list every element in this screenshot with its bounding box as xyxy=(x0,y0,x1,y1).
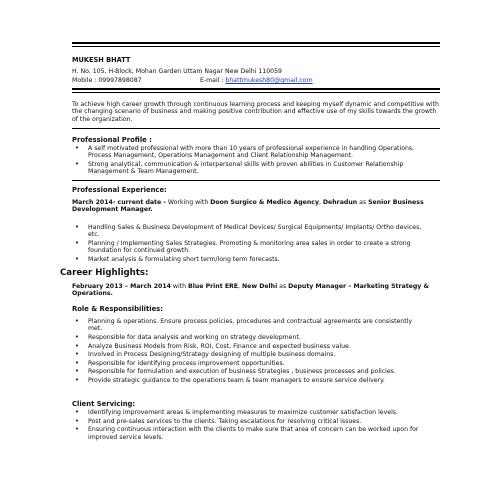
candidate-name: MUKESH BHATT xyxy=(72,56,131,64)
profile-rule xyxy=(72,180,440,181)
career-title: February 2013 – March 2014 with Blue Print ERE, New Delhi as Deputy Manager – Marketing Strategy & Operations. xyxy=(72,283,429,298)
list-item: • Post and pre-sales services to the clients. Taking escalations for resolving critical issues. xyxy=(72,418,422,425)
list-item: • Strong analytical, communication & interpersonal skills with proven abilities in Customer Relationship Management & Team Management. xyxy=(72,161,422,176)
list-item: • Market analysis & formulating short term/long term forecasts. xyxy=(72,256,422,263)
list-item: • Responsible for identifying process improvement opportunities. xyxy=(72,360,422,367)
list-item: • Involved in Process Designing/Strategy designing of multiple business domains. xyxy=(72,351,422,358)
client-list xyxy=(72,409,422,442)
career-location: New Delhi xyxy=(241,283,278,290)
career-with: with xyxy=(170,283,188,290)
profile-list xyxy=(72,145,422,177)
list-item: • Provide strategic guidance to the operations team & team managers to ensure service delivery. xyxy=(72,377,422,384)
experience-heading: Professional Experience: xyxy=(72,186,167,194)
profile-heading: Professional Profile : xyxy=(72,136,152,144)
experience-title: March 2014- current date - Working with Doon Surgico & Medico Agency, Dehradun as Senior Business Development Manager. xyxy=(72,199,424,214)
mobile-line: Mobile : 09997898087 xyxy=(72,77,142,84)
career-company: Blue Print ERE xyxy=(188,283,239,290)
list-item: • A self motivated professional with more than 10 years of professional experience in handling Operations, Process Management, Operations Management and Client Relationship Management. xyxy=(72,145,422,160)
role-heading: Role & Responsibilities: xyxy=(72,305,163,313)
list-item: • Analyze Business Models from Risk, ROI, Cost, Finance and expected business value. xyxy=(72,343,422,350)
header-rule-thin xyxy=(72,92,440,93)
email-link[interactable]: bhattmukesh80@gmail.com xyxy=(225,77,313,84)
objective-rule xyxy=(72,128,440,129)
list-item: • Responsible for data analysis and working on strategy development. xyxy=(72,334,422,341)
experience-as: as xyxy=(357,199,369,206)
list-item: • Responsible for formulation and execution of business Strategies , business processes and policies. xyxy=(72,368,422,375)
career-role: Deputy Manager – Marketing Strategy & Operations. xyxy=(72,283,429,298)
email-line xyxy=(200,77,313,84)
experience-list xyxy=(72,224,422,265)
career-heading: Career Highlights: xyxy=(60,268,149,278)
objective-paragraph: To achieve high career growth through continuous learning process and keeping myself dynamic and competitive with the changing scenario of business and making positive contribution and effective use of my skills towards the growth of the organization. xyxy=(72,101,439,123)
list-item: • Handling Sales & Business Development of Medical Devices/ Surgical Equipments/ Implants/ Ortho devices, etc. xyxy=(72,224,422,239)
header-rule-thick xyxy=(72,88,440,90)
experience-location: Dehradun xyxy=(322,199,358,206)
list-item: • Ensuring continuous interaction with the clients to make sure that area of concern can be worked upon for improved service levels. xyxy=(72,426,422,441)
list-item: • Identifying improvement areas & implementing measures to maximize customer satisfaction levels. xyxy=(72,409,422,416)
experience-role: Senior Business Development Manager. xyxy=(72,199,424,214)
top-rule-thin xyxy=(72,46,440,47)
top-rule-thick xyxy=(72,42,440,44)
career-period: February 2013 – March 2014 xyxy=(72,283,171,290)
list-item: • Planning / Implementing Sales Strategies. Promoting & monitoring area sales in order to create a strong foundation for continued growth. xyxy=(72,240,422,255)
experience-company: Doon Surgico & Medico Agency xyxy=(210,199,319,206)
career-as: as xyxy=(277,283,289,290)
role-list xyxy=(72,318,422,386)
email-label: E-mail : xyxy=(200,77,224,84)
address-line: H. No. 105, H-Block, Mohan Garden Uttam Nagar New Delhi 110059 xyxy=(72,68,282,75)
experience-period: March 2014- current date - xyxy=(72,199,166,206)
list-item: • Planning & operations. Ensure process policies, procedures and contractual agreements are consistently met. xyxy=(72,318,422,333)
experience-working-with: Working with xyxy=(165,199,211,206)
client-heading: Client Servicing: xyxy=(72,400,136,408)
